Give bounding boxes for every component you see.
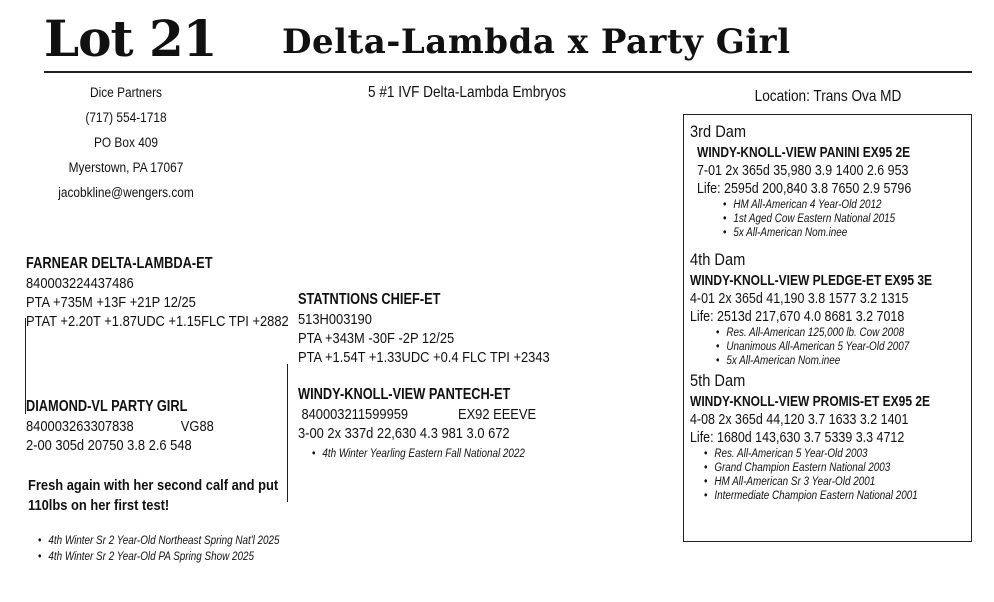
dam-name: DIAMOND-VL PARTY GIRL (26, 398, 188, 415)
location-text: Location: Trans Ova MD (754, 88, 902, 105)
sire-block (26, 254, 331, 331)
consignor-contact (50, 80, 201, 205)
list-item: • Unanimous All-American 5 Year-Old 2007 (716, 341, 910, 353)
list-item: • 1st Aged Cow Eastern National 2015 (723, 213, 896, 225)
lot-number: Lot 21 (44, 9, 217, 68)
fourth-dam-record: 4-01 2x 365d 41,190 3.8 1577 3.2 1315 (690, 291, 909, 307)
fifth-dam-record: 4-08 2x 365d 44,120 3.7 1633 3.2 1401 (690, 412, 909, 428)
list-item: • Intermediate Champion Eastern National 2001 (704, 490, 918, 502)
second-dam-score: EX92 EEEVE (457, 406, 537, 423)
second-dam-record: 3-00 2x 337d 22,630 4.3 981 3.0 672 (298, 425, 510, 442)
third-dam-life: Life: 2595d 200,840 3.8 7650 2.9 5796 (697, 181, 912, 197)
list-item: • 5x All-American Nom.inee (723, 227, 848, 239)
fourth-dam-life: Life: 2513d 217,670 4.0 8681 3.2 7018 (690, 309, 905, 325)
dam-comment: Fresh again with her second calf and put 110lbs on her first test! (28, 477, 279, 514)
list-item: • Res. All-American 5 Year-Old 2003 (704, 448, 868, 460)
dam-block (26, 397, 286, 455)
second-dam-name: WINDY-KNOLL-VIEW PANTECH-ET (298, 386, 511, 403)
third-dam-label: 3rd Dam (690, 122, 747, 141)
fifth-dam-life: Life: 1680d 143,630 3.7 5339 3.3 4712 (690, 430, 905, 446)
sire-id: 840003224437486 (26, 275, 134, 292)
consignor-city: Myerstown, PA 17067 (68, 160, 184, 175)
dam-id: 840003263307838 (26, 418, 134, 435)
dam-score: VG88 (180, 418, 214, 435)
list-item: • 5x All-American Nom.inee (716, 355, 841, 367)
consignor-phone: (717) 554-1718 (85, 110, 167, 125)
fourth-dam-name: WINDY-KNOLL-VIEW PLEDGE-ET EX95 3E (690, 272, 933, 289)
mgs-pta: PTA +343M -30F -2P 12/25 (298, 330, 455, 347)
sire-pta: PTA +735M +13F +21P 12/25 (26, 294, 196, 311)
maternal-grandsire-block (298, 290, 591, 367)
list-item: • HM All-American 4 Year-Old 2012 (723, 199, 882, 211)
list-item: • Res. All-American 125,000 lb. Cow 2008 (716, 327, 905, 339)
sire-name: FARNEAR DELTA-LAMBDA-ET (26, 255, 213, 272)
header-rule (44, 71, 972, 73)
fifth-dam-label: 5th Dam (690, 371, 746, 390)
list-item: • 4th Winter Sr 2 Year-Old Northeast Spring Nat'l 2025 (38, 535, 280, 547)
sire-ptat: PTAT +2.20T +1.87UDC +1.15FLC TPI +2882 (26, 313, 289, 330)
third-dam-name: WINDY-KNOLL-VIEW PANINI EX95 2E (697, 144, 911, 161)
ancestor-dams-box (683, 114, 972, 542)
list-item: • Grand Champion Eastern National 2003 (704, 462, 891, 474)
fifth-dam-name: WINDY-KNOLL-VIEW PROMIS-ET EX95 2E (690, 393, 931, 410)
mating-headline: Delta-Lambda x Party Girl (282, 22, 791, 62)
mgs-id: 513H003190 (298, 311, 372, 328)
fourth-dam-label: 4th Dam (690, 250, 746, 269)
second-dam-block (298, 385, 568, 461)
dam-record: 2-00 305d 20750 3.8 2.6 548 (26, 437, 192, 454)
offering-text: 5 #1 IVF Delta-Lambda Embryos (367, 84, 567, 101)
mgs-name: STATNTIONS CHIEF-ET (298, 291, 441, 308)
third-dam-record: 7-01 2x 365d 35,980 3.9 1400 2.6 953 (697, 163, 909, 179)
list-item: • 4th Winter Sr 2 Year-Old PA Spring Show 2025 (38, 551, 255, 563)
consignor-email: jacobkline@wengers.com (58, 185, 194, 200)
consignor-name: Dice Partners (90, 85, 162, 100)
second-dam-id: 840003211599959 (301, 406, 409, 423)
dam-awards (38, 534, 338, 564)
mgs-ptat: PTA +1.54T +1.33UDC +0.4 FLC TPI +2343 (298, 349, 550, 366)
list-item: • HM All-American Sr 3 Year-Old 2001 (704, 476, 876, 488)
consignor-po-box: PO Box 409 (93, 135, 159, 150)
list-item: • 4th Winter Yearling Eastern Fall National 2022 (312, 448, 525, 460)
